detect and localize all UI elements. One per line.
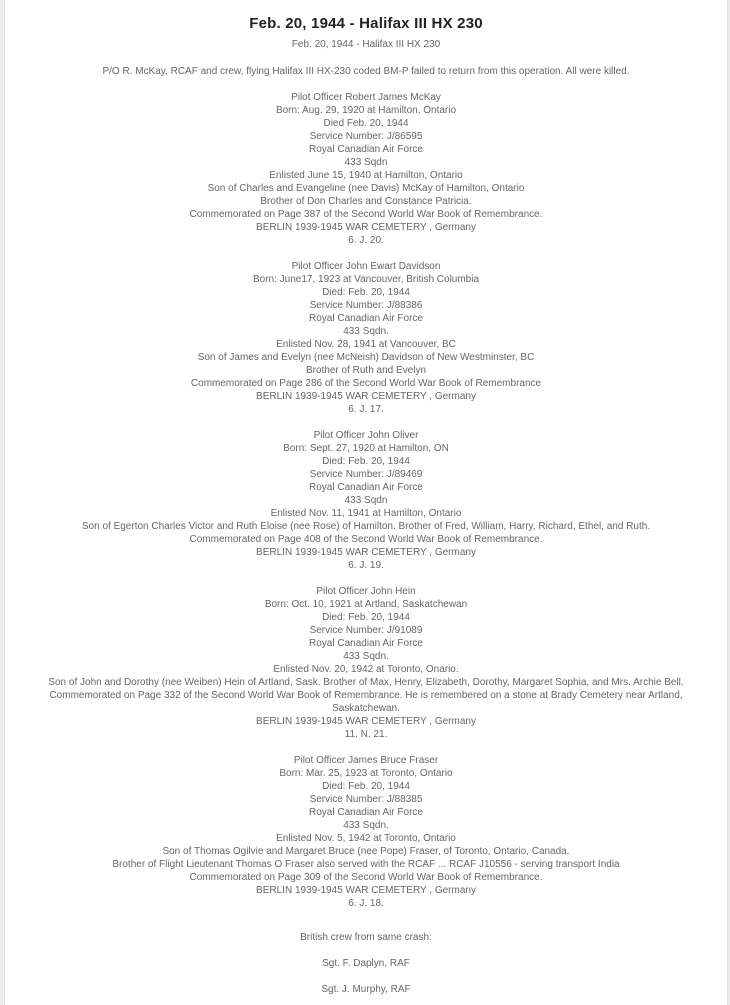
crew-name: Pilot Officer James Bruce Fraser [293, 755, 439, 766]
crew-name: Pilot Officer John Hein [316, 586, 416, 597]
bio-line: Born: June17, 1923 at Vancouver, British Columbia [252, 274, 480, 285]
bio-line: Royal Canadian Air Force [309, 313, 423, 324]
bio-line: Royal Canadian Air Force [309, 144, 423, 155]
page-subtitle: Feb. 20, 1944 - Halifax III HX 230 [291, 39, 441, 50]
british-crew-heading: British crew from same crash: [300, 932, 432, 943]
bio-line: Service Number: J/91089 [309, 625, 423, 636]
bio-line: 6. J. 17. [348, 404, 384, 415]
bio-line: Died: Feb. 20, 1944 [322, 781, 410, 792]
bio-line: Born: Sept. 27, 1920 at Hamilton, ON [283, 443, 449, 454]
bio-line: Son of Charles and Evangeline (nee Davis) McKay of Hamilton, Ontario [207, 183, 525, 194]
bio-line: BERLIN 1939-1945 WAR CEMETERY , Germany [256, 716, 476, 727]
bio-line: BERLIN 1939-1945 WAR CEMETERY , Germany [256, 547, 476, 558]
bio-line: Born: Aug. 29, 1920 at Hamilton, Ontario [275, 105, 457, 116]
bio-line: Died: Feb. 20, 1944 [322, 612, 410, 623]
bio-line: Royal Canadian Air Force [309, 638, 423, 649]
bio-line: Commemorated on Page 387 of the Second World War Book of Remembrance. [189, 209, 543, 220]
bio-line: Son of John and Dorothy (nee Weiben) Hein of Artland, Sask. Brother of Max, Henry, Elizabeth, Dorothy, Margaret Sophia, and Mrs. Archie Bell. [48, 677, 684, 688]
bio-line: Service Number: J/88385 [309, 794, 423, 805]
bio-line: Born: Oct. 10, 1921 at Artland, Saskatchewan [264, 599, 468, 610]
document-page [4, 0, 728, 1005]
bio-line: BERLIN 1939-1945 WAR CEMETERY , Germany [256, 885, 476, 896]
bio-line: Enlisted Nov. 20, 1942 at Toronto, Onario. [273, 664, 459, 675]
bio-line: Died: Feb. 20, 1944 [322, 456, 410, 467]
bio-line: 6. J. 20. [348, 235, 384, 246]
bio-line: 6. J. 19. [348, 560, 384, 571]
bio-line: Royal Canadian Air Force [309, 807, 423, 818]
crew-bio [5, 429, 727, 572]
bio-line: 6. J. 18. [348, 898, 384, 909]
british-crew-member: Sgt. F. Daplyn, RAF [322, 958, 410, 969]
intro-paragraph: P/O R. McKay, RCAF and crew, flying Halifax III HX-230 coded BM-P failed to return from this operation. All were killed. [102, 66, 630, 77]
bio-line: Commemorated on Page 408 of the Second World War Book of Remembrance. [189, 534, 543, 545]
bio-line: Enlisted Nov. 28, 1941 at Vancouver, BC [276, 339, 456, 350]
crew-name: Pilot Officer John Oliver [313, 430, 419, 441]
bio-line: Died: Feb. 20, 1944 [322, 287, 410, 298]
bio-line: Brother of Flight Lieutenant Thomas O Fraser also served with the RCAF ... RCAF J10556 - serving transport India [112, 859, 620, 870]
bio-line: Died Feb. 20, 1944 [323, 118, 409, 129]
bio-line: Enlisted Nov. 5, 1942 at Toronto, Ontario [276, 833, 456, 844]
bio-line: 11. N. 21. [344, 729, 388, 740]
bio-line: Service Number: J/88386 [309, 300, 423, 311]
bio-line: Son of James and Evelyn (nee McNeish) Davidson of New Westminster, BC [197, 352, 535, 363]
bio-line: Enlisted June 15, 1940 at Hamilton, Ontario [269, 170, 463, 181]
bio-line: 433 Sqdn. [343, 651, 389, 662]
british-crew-list [5, 957, 727, 996]
crew-name: Pilot Officer John Ewart Davidson [291, 261, 441, 272]
bio-line: Commemorated on Page 309 of the Second World War Book of Remembrance. [189, 872, 543, 883]
bio-line: Commemorated on Page 332 of the Second World War Book of Remembrance. He is remembered on a stone at Brady Cemetery near Artland, Saskatchewan. [49, 690, 683, 714]
crew-name: Pilot Officer Robert James McKay [291, 92, 441, 103]
bio-line: 433 Sqdn. [343, 820, 389, 831]
bio-line: BERLIN 1939-1945 WAR CEMETERY , Germany [256, 222, 476, 233]
crew-bio [5, 91, 727, 247]
crew-bio [5, 585, 727, 741]
bio-line: Brother of Ruth and Evelyn [305, 365, 427, 376]
bio-line: Brother of Don Charles and Constance Patricia. [260, 196, 472, 207]
bio-line: Service Number: J/86595 [309, 131, 423, 142]
bio-line: Commemorated on Page 286 of the Second World War Book of Remembrance [190, 378, 542, 389]
page-title: Feb. 20, 1944 - Halifax III HX 230 [249, 15, 483, 32]
bio-line: Son of Egerton Charles Victor and Ruth Eloise (nee Rose) of Hamilton. Brother of Fred, William, Harry, Richard, Ethel, and Ruth. [81, 521, 651, 532]
crew-bio [5, 754, 727, 910]
bio-line: Son of Thomas Ogilvie and Margaret Bruce (nee Pope) Fraser, of Toronto, Ontario, Canada. [162, 846, 570, 857]
british-crew-member: Sgt. J. Murphy, RAF [321, 984, 411, 995]
bio-line: Enlisted Nov. 11, 1941 at Hamilton, Ontario [270, 508, 462, 519]
crew-bio [5, 260, 727, 416]
bio-line: BERLIN 1939-1945 WAR CEMETERY , Germany [256, 391, 476, 402]
bio-line: Born: Mar. 25, 1923 at Toronto, Ontario [279, 768, 453, 779]
bio-line: Service Number: J/89469 [309, 469, 423, 480]
bio-line: 433 Sqdn. [343, 326, 389, 337]
bio-line: 433 Sqdn [344, 157, 388, 168]
bio-line: Royal Canadian Air Force [309, 482, 423, 493]
crew-biographies [5, 91, 727, 910]
bio-line: 433 Sqdn [344, 495, 388, 506]
